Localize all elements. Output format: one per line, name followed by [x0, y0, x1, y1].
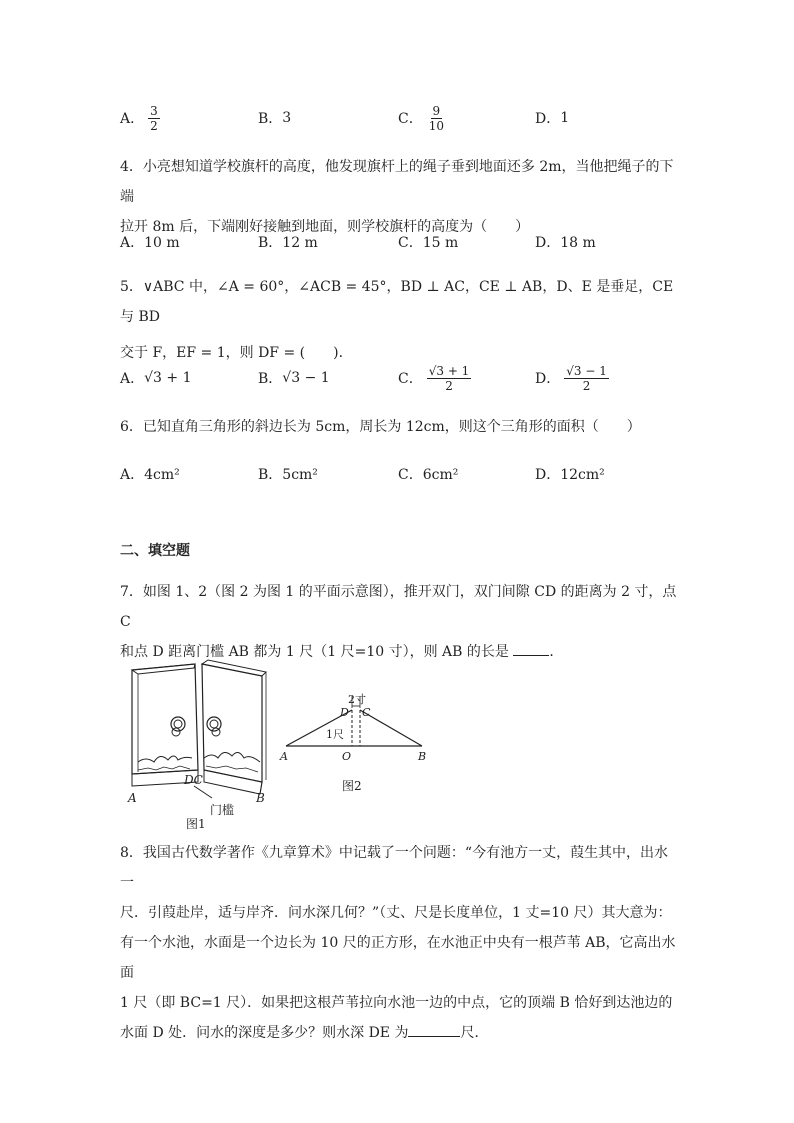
q5-options: [120, 358, 680, 398]
fig1-caption: 图1: [186, 817, 206, 831]
q5-stem: 5．∨ABC 中，∠A = 60°，∠ACB = 45°，BD ⊥ AC，CE ⊥ AB，D、E 是垂足，CE 与 BD 交于 F，EF = 1，则 DF = ( )．: [120, 279, 674, 361]
q6-option-b[interactable]: B．5cm²: [258, 467, 318, 483]
q3-option-b[interactable]: B． 3: [258, 110, 292, 127]
fraction: $\frac{9}{10}$: [428, 103, 444, 133]
q6-option-a[interactable]: A．4cm²: [120, 467, 180, 483]
section-title: 二、填空题: [120, 543, 190, 559]
fig1-label-b: B: [256, 791, 265, 805]
q3-option-a[interactable]: A． $\frac{3}{2}$: [120, 103, 158, 133]
q6-stem: 6．已知直角三角形的斜边长为 5cm，周长为 12cm，则这个三角形的面积（ ）: [120, 419, 641, 435]
fig1-label-dc: DC: [184, 773, 203, 787]
q3-options: [120, 98, 680, 138]
q5-option-d[interactable]: D． $\frac{√3 - 1}{2}$: [535, 363, 607, 393]
q6-options: [120, 454, 680, 494]
q5-option-a[interactable]: A． √3 + 1: [120, 370, 192, 387]
figure-2-diagram: [276, 686, 436, 798]
q5-option-c[interactable]: C． $\frac{√3 + 1}{2}$: [398, 363, 470, 393]
answer-blank[interactable]: [513, 641, 549, 656]
q5-option-b[interactable]: B． √3 − 1: [258, 370, 330, 387]
fig2-caption: 图2: [342, 779, 362, 793]
q4-option-b[interactable]: B．12 m: [258, 235, 318, 251]
q4-option-c[interactable]: C．15 m: [398, 235, 459, 251]
q4-options: [120, 222, 680, 262]
fraction: $\frac{3}{2}$: [150, 103, 158, 133]
fig1-label-threshold: 门槛: [210, 803, 235, 817]
q7-stem: 7．如图 1、2（图 2 为图 1 的平面示意图），推开双门，双门间隙 CD 的距离为 2 寸，点 C 和点 D 距离门槛 AB 都为 1 尺（1 尺=10 寸），则 AB 的长是 ．: [120, 584, 677, 660]
answer-blank[interactable]: [408, 1022, 460, 1037]
fig2-label-d: D: [340, 706, 349, 719]
fig1-label-a: A: [128, 791, 137, 805]
fig2-label-c: C: [362, 706, 371, 719]
fig2-label-top: 2寸: [348, 693, 366, 706]
q6-option-c[interactable]: C．6cm²: [398, 467, 459, 483]
figure-1-doors: [120, 658, 280, 833]
fraction: $\frac{√3 - 1}{2}$: [566, 363, 607, 393]
fig2-label-a: A: [280, 750, 288, 763]
fig2-label-chi: 1尺: [326, 728, 344, 741]
q3-option-d[interactable]: D． 1: [535, 110, 570, 127]
q8-stem: 8．我国古代数学著作《九章算术》中记载了一个问题：“今有池方一丈，葭生其中，出水一 尺．引葭赴岸，适与岸齐．问水深几何？”（丈、尺是长度单位，1 丈=10 尺）其大意为： 有一个水池，水面是一个边长为 10 尺的正方形，在水池正中央有一根芦苇 AB，它高出水面 1 尺（即 BC=1 尺）．如果把这根芦苇拉向水池一边的中点，它的顶端 B 恰好到达池边的 水面 D 处．问水的深度是多少？则水深 DE 为 尺．: [120, 845, 676, 1041]
fig2-label-b: B: [418, 750, 427, 763]
q3-option-c[interactable]: C． $\frac{9}{10}$: [398, 103, 444, 133]
fraction: $\frac{√3 + 1}{2}$: [428, 363, 470, 393]
fig2-label-o: O: [342, 750, 352, 763]
q4-stem: 4．小亮想知道学校旗杆的高度，他发现旗杆上的绳子垂到地面还多 2m，当他把绳子的下端 拉开 8m 后，下端刚好接触到地面，则学校旗杆的高度为（ ）: [120, 159, 674, 235]
q4-option-d[interactable]: D．18 m: [535, 235, 596, 251]
q6-option-d[interactable]: D．12cm²: [535, 467, 605, 483]
q4-option-a[interactable]: A．10 m: [120, 235, 180, 251]
